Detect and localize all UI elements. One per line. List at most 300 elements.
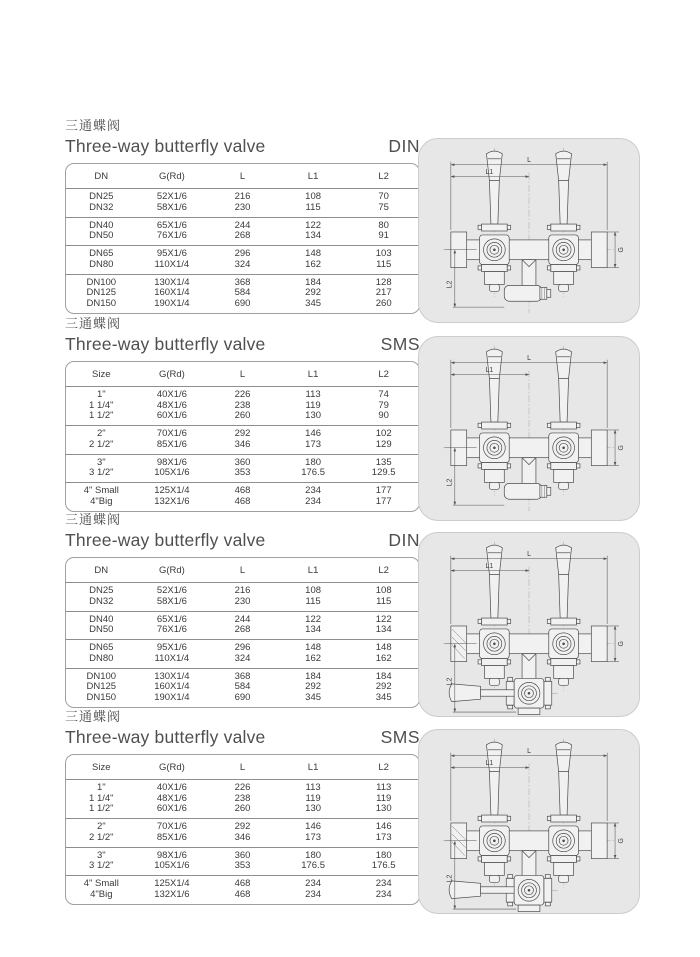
- table-group: [66, 386, 419, 425]
- table-cell: 98X1/6: [156, 849, 187, 861]
- table-cell: 177: [375, 495, 392, 507]
- section-titles: [65, 316, 420, 354]
- dimension-table: [65, 557, 420, 708]
- dim-label-L: L: [527, 551, 531, 559]
- table-row: [66, 299, 419, 310]
- table-row: [66, 192, 419, 203]
- table-cell: 216: [234, 191, 251, 202]
- table-group: [66, 582, 419, 611]
- table-cell: 345: [305, 691, 322, 703]
- table-cell: 52X1/6: [156, 191, 187, 202]
- dim-label-L1: L1: [485, 760, 494, 768]
- table-group: [66, 875, 419, 904]
- dim-label-L2: L2: [446, 874, 454, 883]
- table-cell: 292: [305, 287, 322, 298]
- table-cell: 180: [305, 849, 322, 861]
- section-title-row: [65, 136, 420, 156]
- valve-technical-drawing: [419, 730, 639, 913]
- table-cell: 324: [234, 258, 251, 270]
- table-cell: 115: [305, 201, 321, 213]
- table-cell: 162: [305, 652, 322, 664]
- table-cell: 65X1/6: [156, 219, 187, 231]
- table-group: [66, 425, 419, 454]
- table-cell: DN40: [89, 219, 114, 231]
- table-cell: 468: [234, 888, 251, 900]
- section-title-chinese: 三通蝶阀: [65, 512, 122, 527]
- table-row: [66, 260, 419, 271]
- table-row: [66, 288, 419, 299]
- table-cell: 70X1/6: [156, 821, 187, 832]
- dim-label-G: G: [617, 445, 625, 451]
- drawing-panel: [418, 138, 640, 323]
- table-cell: 3 1/2": [89, 860, 114, 871]
- table-row: [66, 643, 419, 654]
- table-row: [66, 822, 419, 833]
- table-cell: 292: [375, 681, 392, 692]
- table-row: [66, 203, 419, 214]
- table-cell: 238: [234, 399, 251, 411]
- table-cell: 70: [378, 191, 389, 202]
- table-cell: 130: [375, 803, 392, 814]
- dim-label-G: G: [617, 641, 625, 647]
- standard-label: SMS: [380, 334, 420, 354]
- section-titles: [65, 118, 420, 156]
- table-cell: 230: [234, 201, 251, 213]
- table-cell: 180: [305, 456, 322, 468]
- table-row: [66, 468, 419, 479]
- column-header: Size: [92, 369, 111, 380]
- table-group: [66, 818, 419, 847]
- table-cell: 85X1/6: [156, 831, 187, 843]
- section-title-chinese: 三通蝶阀: [65, 316, 122, 331]
- table-cell: 292: [305, 681, 322, 692]
- table-cell: DN150: [86, 297, 117, 309]
- table-cell: 1": [96, 782, 106, 793]
- table-cell: 584: [234, 681, 251, 692]
- dim-label-G: G: [617, 247, 625, 253]
- table-cell: 244: [234, 613, 251, 625]
- table-cell: 113: [376, 782, 392, 793]
- column-header: G(Rd): [158, 565, 185, 576]
- table-cell: DN80: [89, 258, 114, 270]
- table-cell: 115: [376, 258, 392, 270]
- table-row: [66, 682, 419, 693]
- table-cell: DN25: [89, 191, 114, 202]
- valve-section-sms-2: [0, 709, 700, 905]
- table-row: [66, 429, 419, 440]
- table-cell: 130X1/4: [154, 670, 190, 682]
- column-header: DN: [94, 565, 109, 576]
- section-title-row: [65, 530, 420, 550]
- table-cell: 176.5: [301, 467, 325, 478]
- drawing-panel: [418, 532, 640, 717]
- table-cell: 79: [378, 399, 389, 411]
- table-header-row: [66, 164, 419, 188]
- table-cell: 129.5: [371, 467, 396, 478]
- table-cell: 119: [305, 399, 321, 411]
- table-group: [66, 639, 419, 668]
- section-title-english: Three-way butterfly valve: [65, 530, 266, 550]
- dimension-table: [65, 754, 420, 905]
- dim-label-L2: L2: [446, 677, 454, 686]
- table-cell: 234: [305, 888, 322, 900]
- table-cell: 368: [234, 670, 251, 682]
- column-header: L1: [307, 762, 319, 773]
- table-cell: 296: [234, 642, 251, 653]
- table-cell: 119: [376, 792, 392, 804]
- table-row: [66, 833, 419, 844]
- table-cell: 60X1/6: [156, 803, 187, 814]
- column-header: L2: [378, 565, 389, 576]
- column-header: DN: [94, 171, 109, 182]
- section-titles: [65, 512, 420, 550]
- table-cell: 95X1/6: [156, 642, 187, 653]
- table-cell: 216: [234, 585, 251, 596]
- table-header-row: [66, 558, 419, 582]
- table-group: [66, 482, 419, 511]
- table-cell: 40X1/6: [156, 782, 187, 793]
- column-header: L: [239, 762, 246, 773]
- section-title-english: Three-way butterfly valve: [65, 136, 266, 156]
- table-cell: 468: [234, 878, 251, 889]
- dim-label-L: L: [527, 748, 531, 756]
- standard-label: SMS: [380, 727, 420, 747]
- table-group: [66, 779, 419, 818]
- table-cell: 80: [378, 219, 389, 231]
- table-cell: DN125: [86, 287, 117, 298]
- table-cell: 4" Small: [83, 485, 119, 496]
- dim-label-L1: L1: [485, 169, 494, 177]
- table-cell: 91: [378, 230, 389, 241]
- table-row: [66, 249, 419, 260]
- table-cell: 76X1/6: [156, 230, 187, 241]
- section-title-row: [65, 727, 420, 747]
- table-cell: 180: [375, 849, 392, 861]
- table-cell: 353: [234, 860, 251, 871]
- table-cell: 122: [305, 219, 322, 231]
- table-cell: 268: [234, 230, 251, 241]
- table-cell: 324: [234, 652, 251, 664]
- table-cell: 122: [305, 613, 322, 625]
- table-cell: 690: [234, 691, 251, 703]
- section-titles: [65, 709, 420, 747]
- table-cell: 134: [305, 624, 322, 635]
- table-cell: 234: [305, 878, 322, 889]
- table-cell: 115: [305, 595, 321, 607]
- table-cell: 4"Big: [90, 495, 113, 507]
- column-header: Size: [92, 762, 111, 773]
- table-cell: 113: [305, 782, 321, 793]
- table-row: [66, 497, 419, 508]
- dim-label-L2: L2: [446, 280, 454, 289]
- table-cell: 148: [305, 248, 322, 259]
- table-cell: 292: [234, 821, 251, 832]
- table-cell: 160X1/4: [154, 287, 190, 298]
- table-cell: 76X1/6: [156, 624, 187, 635]
- table-cell: 110X1/4: [154, 258, 190, 270]
- table-cell: 130: [305, 803, 322, 814]
- table-cell: 176.5: [301, 860, 325, 871]
- table-cell: 584: [234, 287, 251, 298]
- table-cell: 173: [375, 831, 392, 843]
- table-cell: 177: [375, 485, 392, 496]
- table-cell: 108: [305, 191, 322, 202]
- table-cell: 1 1/4": [89, 792, 114, 804]
- valve-section-din-2: [0, 512, 700, 708]
- table-group: [66, 611, 419, 640]
- section-title-row: [65, 334, 420, 354]
- table-row: [66, 861, 419, 872]
- table-cell: 1 1/2": [89, 803, 114, 814]
- table-cell: 184: [305, 276, 322, 288]
- table-cell: 260: [234, 410, 251, 421]
- column-header: L1: [307, 171, 319, 182]
- table-cell: DN100: [86, 670, 117, 682]
- table-cell: 58X1/6: [156, 201, 187, 213]
- table-row: [66, 440, 419, 451]
- table-group: [66, 454, 419, 483]
- dim-label-L1: L1: [485, 563, 494, 571]
- column-header: L2: [378, 762, 389, 773]
- table-cell: 148: [305, 642, 322, 653]
- drawing-panel: [418, 729, 640, 914]
- table-row: [66, 411, 419, 422]
- table-cell: 110X1/4: [154, 652, 190, 664]
- table-row: [66, 783, 419, 794]
- table-cell: 173: [305, 831, 322, 843]
- table-row: [66, 654, 419, 665]
- table-cell: DN65: [89, 642, 114, 653]
- table-cell: 160X1/4: [154, 681, 190, 692]
- table-cell: 360: [234, 849, 251, 861]
- table-cell: 230: [234, 595, 251, 607]
- table-cell: 132X1/6: [154, 888, 190, 900]
- table-cell: 125X1/4: [154, 485, 190, 496]
- table-cell: 176.5: [371, 860, 396, 871]
- table-group: [66, 668, 419, 707]
- dim-label-L: L: [527, 355, 531, 363]
- table-cell: 108: [305, 585, 322, 596]
- column-header: L2: [378, 171, 389, 182]
- table-group: [66, 188, 419, 217]
- table-group: [66, 274, 419, 313]
- dim-label-L2: L2: [446, 478, 454, 487]
- table-cell: 75: [378, 201, 389, 213]
- dim-label-L1: L1: [485, 367, 494, 375]
- table-cell: 85X1/6: [156, 438, 187, 450]
- table-cell: 190X1/4: [154, 691, 190, 703]
- table-cell: 108: [375, 585, 392, 596]
- table-cell: 268: [234, 624, 251, 635]
- table-cell: 134: [375, 624, 392, 635]
- table-cell: 146: [305, 428, 322, 439]
- table-cell: 2": [96, 428, 106, 439]
- table-cell: 122: [375, 613, 392, 625]
- table-cell: 238: [234, 792, 251, 804]
- column-header: L1: [307, 565, 319, 576]
- dimension-table: [65, 361, 420, 512]
- table-row: [66, 693, 419, 704]
- table-cell: 40X1/6: [156, 389, 187, 400]
- table-row: [66, 597, 419, 608]
- table-cell: DN50: [89, 624, 114, 635]
- dim-label-L: L: [527, 157, 531, 165]
- table-cell: 3 1/2": [89, 467, 114, 478]
- table-cell: 345: [305, 297, 322, 309]
- table-cell: DN80: [89, 652, 114, 664]
- section-title-english: Three-way butterfly valve: [65, 727, 266, 747]
- table-cell: 346: [234, 438, 251, 450]
- table-cell: 3": [96, 456, 106, 468]
- table-cell: 130: [305, 410, 322, 421]
- standard-label: DIN: [388, 530, 420, 550]
- table-cell: 113: [305, 389, 321, 400]
- table-row: [66, 625, 419, 636]
- table-cell: DN125: [86, 681, 117, 692]
- section-title-english: Three-way butterfly valve: [65, 334, 266, 354]
- table-cell: 60X1/6: [156, 410, 187, 421]
- table-header-row: [66, 755, 419, 779]
- table-cell: 125X1/4: [154, 878, 190, 889]
- column-header: L1: [307, 369, 319, 380]
- table-cell: 65X1/6: [156, 613, 187, 625]
- valve-section-din-1: [0, 118, 700, 314]
- table-row: [66, 890, 419, 901]
- table-cell: 1 1/4": [89, 399, 114, 411]
- table-cell: 184: [305, 670, 322, 682]
- column-header: L2: [378, 369, 389, 380]
- table-cell: DN150: [86, 691, 117, 703]
- valve-technical-drawing: [419, 139, 639, 322]
- table-cell: 128: [375, 276, 392, 288]
- table-cell: DN40: [89, 613, 114, 625]
- drawing-panel: [418, 336, 640, 521]
- table-cell: 48X1/6: [156, 792, 187, 804]
- table-cell: 52X1/6: [156, 585, 187, 596]
- table-group: [66, 245, 419, 274]
- table-row: [66, 879, 419, 890]
- table-cell: 690: [234, 297, 251, 309]
- table-cell: 1 1/2": [89, 410, 114, 421]
- table-row: [66, 231, 419, 242]
- table-row: [66, 804, 419, 815]
- table-group: [66, 847, 419, 876]
- table-cell: 184: [375, 670, 392, 682]
- table-cell: 2 1/2": [89, 831, 114, 843]
- dim-label-G: G: [617, 838, 625, 844]
- table-cell: 130X1/4: [154, 276, 190, 288]
- table-cell: 260: [234, 803, 251, 814]
- table-cell: 148: [375, 642, 392, 653]
- table-cell: 105X1/6: [154, 467, 190, 478]
- table-cell: 226: [234, 782, 251, 793]
- valve-technical-drawing: [419, 533, 639, 716]
- table-cell: 468: [234, 495, 251, 507]
- table-cell: 129: [375, 438, 392, 450]
- table-header-row: [66, 362, 419, 386]
- table-cell: 368: [234, 276, 251, 288]
- valve-technical-drawing: [419, 337, 639, 520]
- table-cell: DN25: [89, 585, 114, 596]
- table-cell: 234: [305, 485, 322, 496]
- table-cell: 292: [234, 428, 251, 439]
- table-cell: 234: [305, 495, 322, 507]
- table-cell: 58X1/6: [156, 595, 187, 607]
- standard-label: DIN: [388, 136, 420, 156]
- table-cell: 115: [376, 595, 392, 607]
- table-cell: 90: [378, 410, 389, 421]
- table-cell: 146: [305, 821, 322, 832]
- table-row: [66, 390, 419, 401]
- table-cell: 190X1/4: [154, 297, 190, 309]
- table-cell: 102: [375, 428, 392, 439]
- table-cell: 244: [234, 219, 251, 231]
- table-cell: 217: [375, 287, 392, 298]
- table-cell: 345: [375, 691, 392, 703]
- table-cell: 234: [375, 878, 392, 889]
- table-cell: 260: [375, 297, 392, 309]
- table-cell: DN65: [89, 248, 114, 259]
- table-cell: 2 1/2": [89, 438, 114, 450]
- table-cell: 135: [375, 456, 392, 468]
- table-cell: 346: [234, 831, 251, 843]
- table-cell: DN32: [89, 201, 114, 213]
- table-cell: 360: [234, 456, 251, 468]
- table-cell: 3": [96, 849, 106, 861]
- table-cell: 105X1/6: [154, 860, 190, 871]
- valve-section-sms-1: [0, 316, 700, 512]
- dimension-table: [65, 163, 420, 314]
- column-header: L: [239, 565, 246, 576]
- table-row: [66, 486, 419, 497]
- table-cell: 162: [375, 652, 392, 664]
- table-cell: 95X1/6: [156, 248, 187, 259]
- table-cell: DN100: [86, 276, 117, 288]
- table-cell: 4"Big: [90, 888, 113, 900]
- column-header: G(Rd): [158, 762, 185, 773]
- section-title-chinese: 三通蝶阀: [65, 709, 122, 724]
- column-header: G(Rd): [158, 171, 185, 182]
- table-cell: DN32: [89, 595, 114, 607]
- table-cell: DN50: [89, 230, 114, 241]
- table-cell: 353: [234, 467, 251, 478]
- table-cell: 103: [375, 248, 392, 259]
- table-row: [66, 586, 419, 597]
- table-cell: 226: [234, 389, 251, 400]
- table-cell: 98X1/6: [156, 456, 187, 468]
- table-cell: 119: [305, 792, 321, 804]
- column-header: L: [239, 171, 246, 182]
- table-cell: 1": [96, 389, 106, 400]
- table-cell: 70X1/6: [156, 428, 187, 439]
- column-header: L: [239, 369, 246, 380]
- table-cell: 2": [96, 821, 106, 832]
- table-cell: 4" Small: [83, 878, 119, 889]
- table-cell: 74: [378, 389, 389, 400]
- table-group: [66, 217, 419, 246]
- table-cell: 234: [375, 888, 392, 900]
- section-title-chinese: 三通蝶阀: [65, 118, 122, 133]
- table-cell: 146: [375, 821, 392, 832]
- table-cell: 48X1/6: [156, 399, 187, 411]
- table-cell: 132X1/6: [154, 495, 190, 507]
- table-cell: 468: [234, 485, 251, 496]
- table-cell: 162: [305, 258, 322, 270]
- column-header: G(Rd): [158, 369, 185, 380]
- table-cell: 296: [234, 248, 251, 259]
- table-cell: 173: [305, 438, 322, 450]
- table-cell: 134: [305, 230, 322, 241]
